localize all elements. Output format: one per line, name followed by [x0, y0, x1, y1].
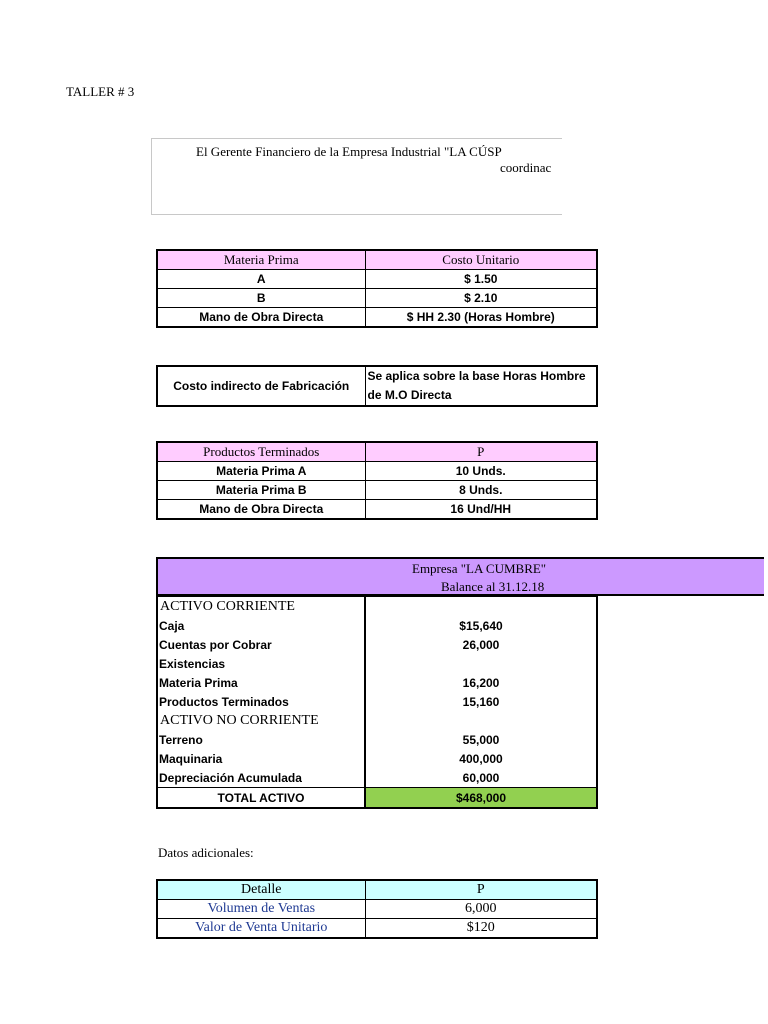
- header-cell: Materia Prima: [157, 250, 365, 270]
- table-cell: 6,000: [365, 900, 597, 919]
- table-row: [157, 749, 597, 768]
- balance-label: Materia Prima: [159, 675, 238, 690]
- detalle-table: [156, 879, 598, 939]
- balance-table-container: [156, 595, 557, 810]
- header-cell: Productos Terminados: [157, 442, 365, 462]
- page-title: TALLER # 3: [66, 84, 135, 99]
- table-row: [157, 919, 597, 939]
- table-cell: Valor de Venta Unitario: [157, 919, 365, 939]
- table-header-row: [157, 250, 597, 270]
- detalle-table-container: [156, 879, 557, 941]
- balance-label: Productos Terminados: [159, 694, 289, 709]
- cif-description: Se aplica sobre la base Horas Hombre de M.O Directa: [365, 366, 597, 406]
- header-cell: Detalle: [157, 880, 365, 900]
- intro-line: El Gerente Financiero de la Empresa Industrial "LA CÚSP: [196, 144, 502, 159]
- table-row: [157, 616, 597, 635]
- table-row: [157, 289, 597, 308]
- table-cell: A: [157, 270, 365, 289]
- cif-table: [156, 365, 598, 407]
- table-row: [157, 768, 597, 788]
- cif-table-container: [156, 365, 586, 406]
- balance-value: 60,000: [365, 768, 597, 788]
- productos-terminados-table: [156, 441, 598, 520]
- balance-value: $15,640: [365, 616, 597, 635]
- header-cell: P: [365, 880, 597, 900]
- table-cell: Materia Prima B: [157, 481, 365, 500]
- balance-value: 26,000: [365, 635, 597, 654]
- section-heading: ACTIVO CORRIENTE: [160, 598, 295, 614]
- table-cell: [365, 711, 597, 730]
- table-row: [157, 900, 597, 919]
- table-row: [157, 635, 597, 654]
- balance-company-title: Empresa "LA CUMBRE": [412, 561, 547, 576]
- table-row: [157, 308, 597, 328]
- table-cell: Mano de Obra Directa: [157, 308, 365, 328]
- intro-line: coordinac: [500, 160, 552, 175]
- balance-value: [365, 654, 597, 673]
- balance-label: Depreciación Acumulada: [159, 770, 302, 785]
- header-cell: P: [365, 442, 597, 462]
- balance-label: Terreno: [159, 732, 203, 747]
- table-cell: [365, 596, 597, 616]
- table-row: [157, 692, 597, 711]
- balance-label: Existencias: [159, 656, 226, 671]
- productos-table-container: [156, 441, 557, 521]
- table-cell: $ 2.10: [365, 289, 597, 308]
- balance-label: Maquinaria: [159, 751, 223, 766]
- table-row: [157, 654, 597, 673]
- table-cell: Materia Prima A: [157, 462, 365, 481]
- balance-table: [156, 595, 598, 809]
- balance-label: Caja: [159, 618, 185, 633]
- table-row: [157, 500, 597, 520]
- table-cell: B: [157, 289, 365, 308]
- balance-label: Cuentas por Cobrar: [159, 637, 272, 652]
- balance-value: 55,000: [365, 730, 597, 749]
- balance-section-row: [157, 711, 597, 730]
- balance-date: Balance al 31.12.18: [441, 579, 545, 594]
- balance-value: 16,200: [365, 673, 597, 692]
- table-cell: $120: [365, 919, 597, 939]
- intro-text-box: [151, 138, 562, 215]
- header-cell: Costo Unitario: [365, 250, 597, 270]
- table-cell: $ 1.50: [365, 270, 597, 289]
- table-header-row: [157, 442, 597, 462]
- materia-prima-table-container: [156, 249, 557, 329]
- total-value: $468,000: [365, 788, 597, 809]
- table-row: [157, 730, 597, 749]
- table-row: [157, 673, 597, 692]
- table-cell: 10 Unds.: [365, 462, 597, 481]
- table-row: [157, 366, 597, 406]
- balance-header: [156, 557, 764, 596]
- total-label: TOTAL ACTIVO: [157, 788, 365, 809]
- table-row: [157, 481, 597, 500]
- table-cell: 16 Und/HH: [365, 500, 597, 520]
- table-header-row: [157, 880, 597, 900]
- table-row: [157, 462, 597, 481]
- balance-section-row: [157, 596, 597, 616]
- datos-adicionales-label: Datos adicionales:: [158, 845, 254, 860]
- total-row: [157, 788, 597, 809]
- materia-prima-table: [156, 249, 598, 328]
- table-cell: $ HH 2.30 (Horas Hombre): [365, 308, 597, 328]
- table-cell: Mano de Obra Directa: [157, 500, 365, 520]
- table-cell: Volumen de Ventas: [157, 900, 365, 919]
- balance-value: 15,160: [365, 692, 597, 711]
- table-cell: 8 Unds.: [365, 481, 597, 500]
- section-heading: ACTIVO NO CORRIENTE: [160, 712, 319, 728]
- table-row: [157, 270, 597, 289]
- balance-value: 400,000: [365, 749, 597, 768]
- cif-label: Costo indirecto de Fabricación: [157, 366, 365, 406]
